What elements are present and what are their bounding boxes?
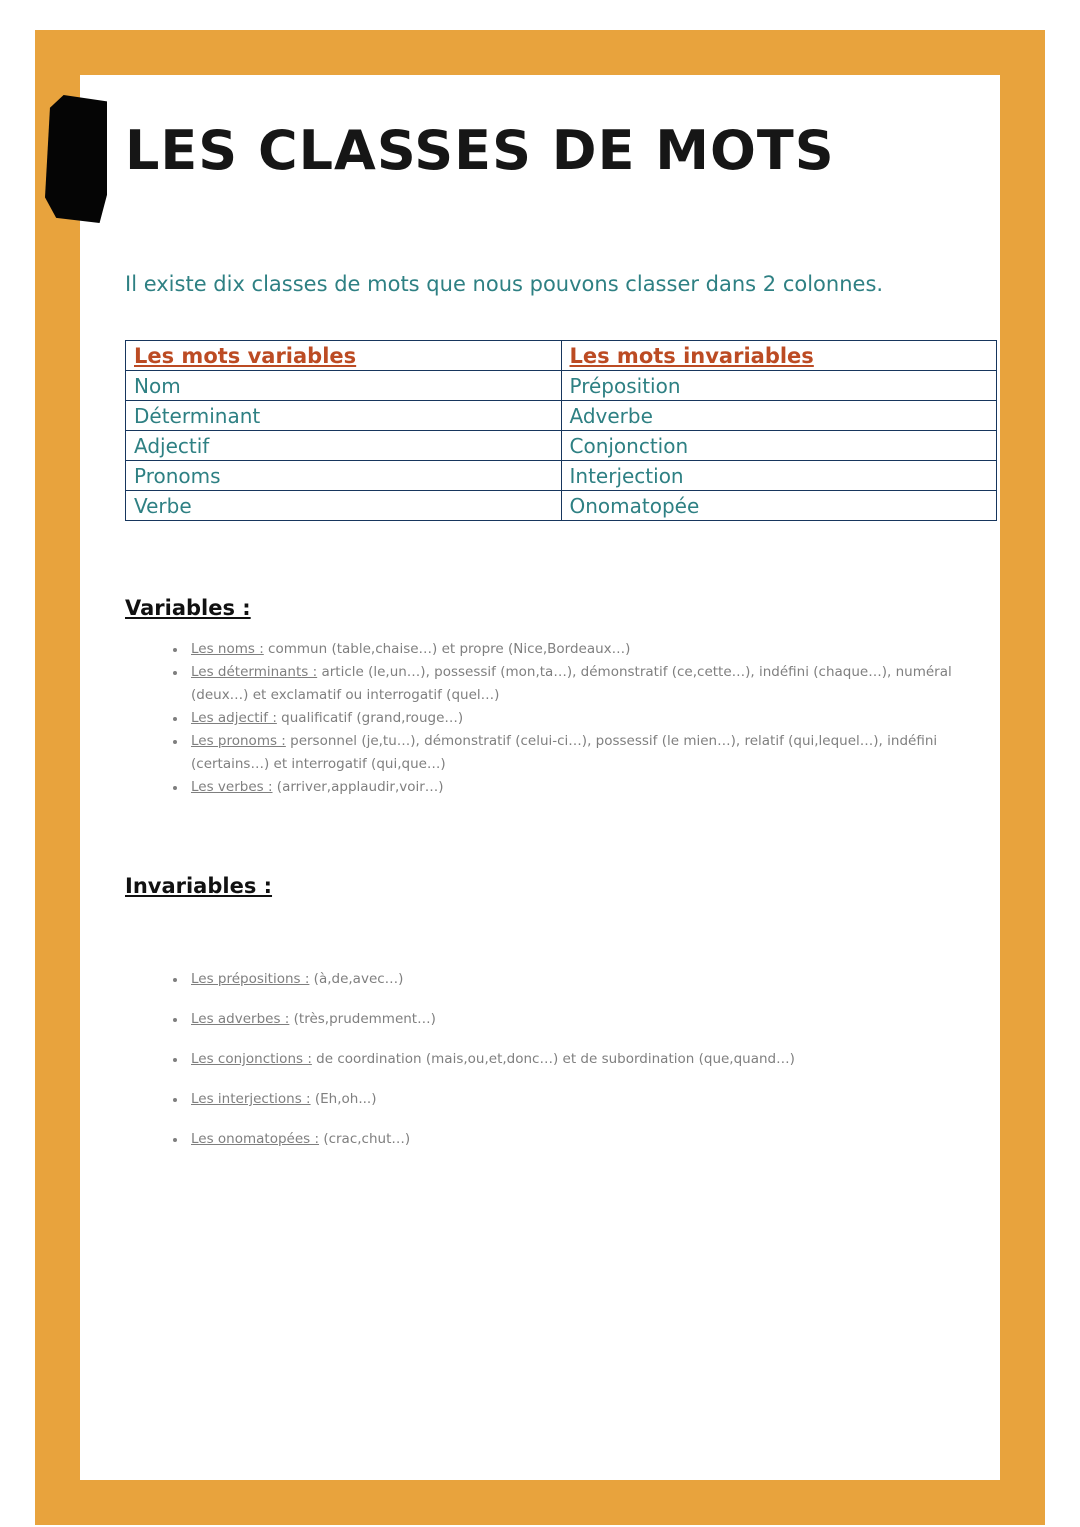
invariables-list xyxy=(125,968,988,1151)
table-header-row xyxy=(126,341,997,371)
table-cell: Adjectif xyxy=(126,431,562,461)
item-lead: Les déterminants : xyxy=(191,664,318,681)
table-row xyxy=(126,371,997,401)
table-cell: Onomatopée xyxy=(561,491,997,521)
item-lead: Les onomatopées : xyxy=(191,1131,320,1148)
item-lead: Les noms : xyxy=(191,641,264,658)
table-row xyxy=(126,491,997,521)
table-cell: Adverbe xyxy=(561,401,997,431)
item-rest: commun (table,chaise…) et propre (Nice,Bordeaux…) xyxy=(263,641,631,658)
list-item xyxy=(187,707,988,730)
list-item xyxy=(187,1008,988,1031)
list-item xyxy=(187,730,988,776)
table-header-invariables: Les mots invariables xyxy=(561,341,997,371)
list-item xyxy=(187,638,988,661)
list-item xyxy=(187,1128,988,1151)
item-lead: Les prépositions : xyxy=(191,971,310,988)
item-lead: Les adverbes : xyxy=(191,1011,290,1028)
list-item xyxy=(187,661,988,707)
variables-list xyxy=(125,638,988,799)
list-item xyxy=(187,968,988,991)
list-item xyxy=(187,1048,988,1071)
table-cell: Déterminant xyxy=(126,401,562,431)
table-header-variables: Les mots variables xyxy=(126,341,562,371)
intro-text: Il existe dix classes de mots que nous pouvons classer dans 2 colonnes. xyxy=(125,272,884,297)
item-lead: Les adjectif : xyxy=(191,710,277,727)
item-rest: personnel (je,tu…), démonstratif (celui-ci…), possessif (le mien…), relatif (qui,lequel…), indéfini (certains…) et interrogatif (qui,que…) xyxy=(191,733,938,773)
item-rest: (arriver,applaudir,voir…) xyxy=(272,779,444,796)
table-cell: Pronoms xyxy=(126,461,562,491)
table-row xyxy=(126,401,997,431)
list-item xyxy=(187,776,988,799)
variables-heading: Variables : xyxy=(125,596,251,621)
item-rest: (très,prudemment…) xyxy=(289,1011,436,1028)
table-row xyxy=(126,431,997,461)
item-lead: Les interjections : xyxy=(191,1091,311,1108)
table-cell: Préposition xyxy=(561,371,997,401)
list-item xyxy=(187,1088,988,1111)
item-rest: article (le,un…), possessif (mon,ta…), démonstratif (ce,cette…), indéfini (chaque…), numéral (deux…) et exclamatif ou interrogatif (quel…) xyxy=(191,664,952,704)
page-content xyxy=(80,75,1000,1480)
item-rest: de coordination (mais,ou,et,donc…) et de subordination (que,quand…) xyxy=(311,1051,795,1068)
page-frame xyxy=(35,30,1045,1525)
table-cell: Verbe xyxy=(126,491,562,521)
item-lead: Les pronoms : xyxy=(191,733,286,750)
page-title: LES CLASSES DE MOTS xyxy=(125,119,835,182)
item-rest: qualificatif (grand,rouge…) xyxy=(276,710,464,727)
word-classes-table xyxy=(125,340,997,521)
table-cell: Interjection xyxy=(561,461,997,491)
bookmark-shape xyxy=(45,95,107,223)
item-rest: (Eh,oh...) xyxy=(310,1091,377,1108)
table-cell: Nom xyxy=(126,371,562,401)
item-rest: (à,de,avec…) xyxy=(309,971,404,988)
item-rest: (crac,chut…) xyxy=(319,1131,411,1148)
item-lead: Les verbes : xyxy=(191,779,273,796)
table-cell: Conjonction xyxy=(561,431,997,461)
item-lead: Les conjonctions : xyxy=(191,1051,312,1068)
invariables-heading: Invariables : xyxy=(125,874,273,899)
table-row xyxy=(126,461,997,491)
